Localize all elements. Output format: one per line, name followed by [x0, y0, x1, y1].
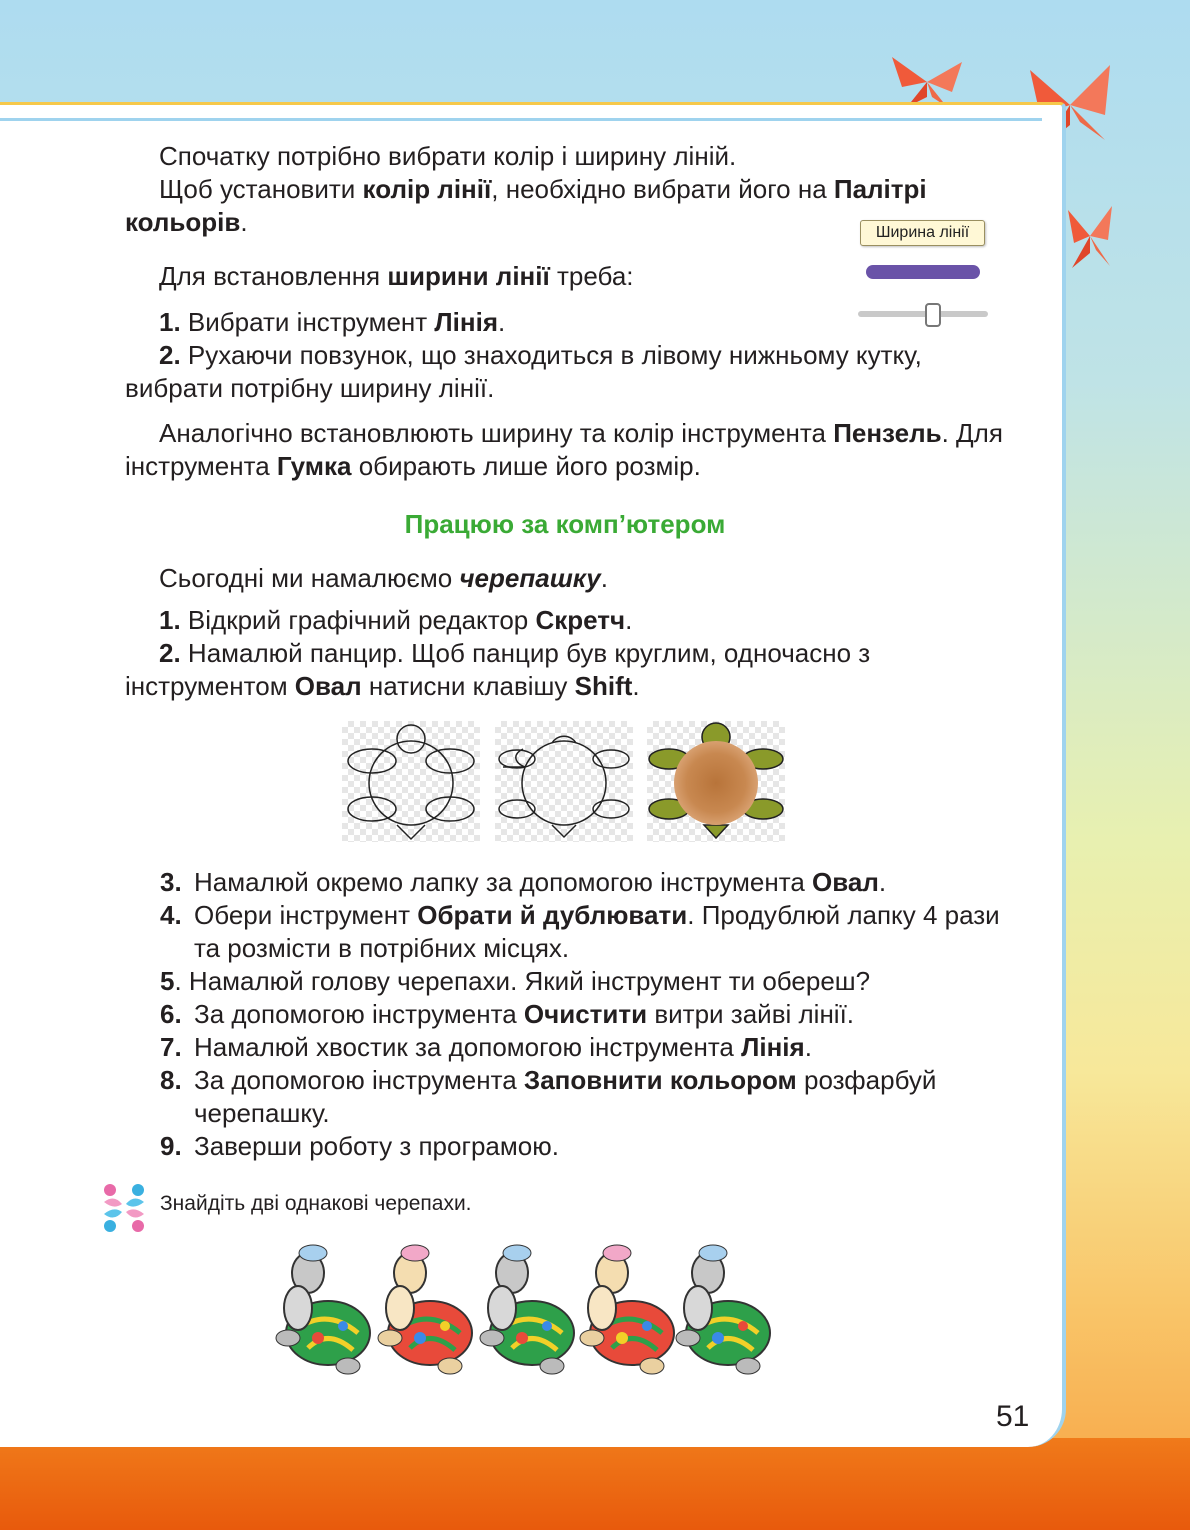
step-3: 3. Намалюй окремо лапку за допомогою інструмента Овал.: [160, 867, 887, 897]
intro-paragraph-2: Щоб установити колір лінії, необхідно вибрати його на Палітрі кольорів.: [125, 174, 927, 237]
page-number: 51: [996, 1400, 1030, 1433]
intro-paragraph-1: Спочатку потрібно вибрати колір і ширину ліній.: [159, 141, 737, 171]
analogy-paragraph: Аналогічно встановлюють ширину та колір інструмента Пензель. Для інструмента Гумка обирають лише його розмір.: [125, 418, 1003, 481]
step-6: 6. За допомогою інструмента Очистити витри зайві лінії.: [160, 999, 855, 1029]
butterfly-icon: [1060, 198, 1120, 273]
slider-handle[interactable]: [925, 303, 941, 327]
turtle-outline-image-2: [495, 721, 633, 842]
step-2: 2. Намалюй панцир. Щоб панцир був круглим, одночасно з інструментом Овал натисни клавішу Shift.: [125, 638, 871, 701]
turtle-picture: [668, 1238, 780, 1378]
bottom-band: [0, 1438, 1190, 1530]
task-text: Знайдіть дві однакові черепахи.: [160, 1192, 472, 1215]
divider: [0, 118, 1042, 121]
step-1: 1. Відкрий графічний редактор Скретч.: [159, 605, 633, 635]
line-width-slider[interactable]: [858, 311, 988, 317]
line-width-tooltip: Ширина лінії: [860, 220, 985, 246]
turtle-outline-image-1: [342, 721, 480, 842]
step-4: 4. Обери інструмент Обрати й дублювати. Продублюй лапку 4 рази та розмісти в потрібних місцях.: [160, 900, 1000, 963]
line-width-step-2: 2. Рухаючи повзунок, що знаходиться в лівому нижньому кутку, вибрати потрібну ширину лінії.: [125, 340, 922, 403]
step-5: 5. Намалюй голову черепахи. Який інструмент ти обереш?: [160, 966, 871, 996]
steps-list: [160, 866, 1010, 1163]
line-width-step-1: 1. Вибрати інструмент Лінія.: [159, 307, 506, 337]
turtle-picture: [472, 1238, 584, 1378]
turtle-picture: [268, 1238, 380, 1378]
turtle-picture: [370, 1238, 482, 1378]
section-heading: Працюю за комп’ютером: [404, 509, 726, 539]
step-8: 8. За допомогою інструмента Заповнити кольором розфарбуй черепашку.: [160, 1065, 937, 1128]
line-width-intro: Для встановлення ширини лінії треба:: [159, 261, 634, 291]
line-width-preview: [866, 265, 980, 279]
today-paragraph: Сьогодні ми намалюємо черепашку.: [159, 563, 608, 593]
turtle-colored-image: [647, 721, 785, 842]
team-work-icon: [96, 1180, 152, 1236]
step-7: 7. Намалюй хвостик за допомогою інструмента Лінія.: [160, 1032, 812, 1062]
step-9: 9. Заверши роботу з програмою.: [160, 1131, 559, 1161]
